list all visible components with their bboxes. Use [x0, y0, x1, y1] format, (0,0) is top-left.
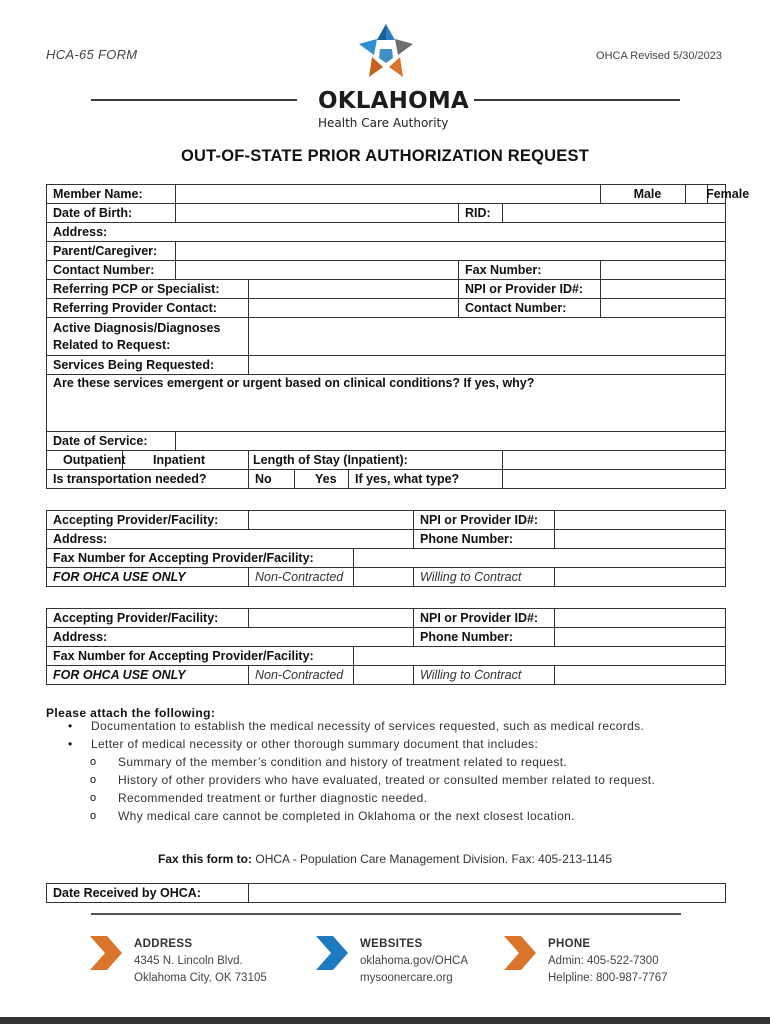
- provider-phone-label: Phone Number:: [414, 530, 555, 549]
- referring-npi-field[interactable]: [601, 280, 726, 299]
- accepting-provider-label: Accepting Provider/Facility:: [47, 609, 249, 628]
- provider-npi-label: NPI or Provider ID#:: [414, 511, 555, 530]
- provider-phone-label: Phone Number:: [414, 628, 555, 647]
- willing-to-contract-option[interactable]: Willing to Contract: [414, 666, 555, 685]
- footer-rule: [91, 913, 681, 915]
- male-label: Male: [628, 185, 686, 204]
- referring-contact-label: Referring Provider Contact:: [47, 299, 249, 318]
- transport-yes-option[interactable]: [295, 470, 349, 489]
- logo-wordmark: OKLAHOMA: [318, 88, 469, 114]
- provider-npi-field[interactable]: [555, 511, 726, 530]
- list-item: • Documentation to establish the medical necessity of services requested, such as medical records.: [46, 717, 655, 735]
- contact-number-field[interactable]: [176, 261, 459, 280]
- provider-table-2: [46, 608, 726, 685]
- willing-to-contract-field[interactable]: [555, 666, 726, 685]
- member-name-field[interactable]: [176, 185, 601, 204]
- dob-field[interactable]: [176, 204, 459, 223]
- accepting-provider-field[interactable]: [249, 511, 414, 530]
- list-item: o Why medical care cannot be completed in Oklahoma or the next closest location.: [46, 807, 655, 825]
- page-title: OUT-OF-STATE PRIOR AUTHORIZATION REQUEST: [181, 147, 589, 165]
- ohca-use-only: FOR OHCA USE ONLY: [47, 666, 249, 685]
- address-text: 4345 N. Lincoln Blvd. Oklahoma City, OK 73105: [134, 955, 267, 984]
- ohca-use-only: FOR OHCA USE ONLY: [47, 568, 249, 587]
- date-received-label: Date Received by OHCA:: [47, 884, 249, 903]
- outpatient-checkbox[interactable]: [47, 451, 126, 470]
- provider-npi-label: NPI or Provider ID#:: [414, 609, 555, 628]
- date-of-service-label: Date of Service:: [47, 432, 176, 451]
- willing-to-contract-field[interactable]: [555, 568, 726, 587]
- parent-label: Parent/Caregiver:: [47, 242, 176, 261]
- inpatient-label: Inpatient: [153, 452, 206, 467]
- referring-contact-number-field[interactable]: [601, 299, 726, 318]
- provider-address-label: Address:: [53, 629, 108, 644]
- fax-number-label: Fax Number:: [459, 261, 601, 280]
- address-row[interactable]: [47, 223, 726, 242]
- provider-table-1: [46, 510, 726, 587]
- form-id: HCA-65 FORM: [46, 47, 138, 62]
- accepting-provider-field[interactable]: [249, 609, 414, 628]
- fax-text: OHCA - Population Care Management Division. Fax: 405-213-1145: [255, 852, 612, 866]
- referring-pcp-label: Referring PCP or Specialist:: [47, 280, 249, 299]
- member-name-label: Member Name:: [47, 185, 176, 204]
- transport-yes-label: Yes: [315, 471, 337, 486]
- provider-phone-field[interactable]: [555, 628, 726, 647]
- list-item: o Recommended treatment or further diagnostic needed.: [46, 789, 655, 807]
- bottom-bar: [0, 1017, 770, 1024]
- provider-address-label: Address:: [53, 531, 108, 546]
- emergent-question: Are these services emergent or urgent based on clinical conditions? If yes, why?: [53, 376, 535, 390]
- provider-address-field[interactable]: [47, 628, 414, 647]
- male-checkbox[interactable]: [601, 185, 628, 204]
- provider-phone-field[interactable]: [555, 530, 726, 549]
- non-contracted-option[interactable]: Non-Contracted: [249, 568, 354, 587]
- provider-fax-field[interactable]: [354, 549, 726, 568]
- attach-list: [46, 717, 655, 825]
- non-contracted-checkbox[interactable]: [354, 568, 414, 587]
- list-item: • Letter of medical necessity or other thorough summary document that includes:: [46, 735, 655, 753]
- transport-label: Is transportation needed?: [47, 470, 249, 489]
- diagnosis-label: Active Diagnosis/Diagnoses Related to Request:: [47, 318, 249, 356]
- provider-fax-field[interactable]: [354, 647, 726, 666]
- length-of-stay-field[interactable]: [503, 451, 726, 470]
- provider-npi-field[interactable]: [555, 609, 726, 628]
- list-item: o Summary of the member’s condition and history of treatment related to request.: [46, 753, 655, 771]
- ohca-logo-icon: [355, 22, 417, 84]
- phone-heading: PHONE: [548, 938, 591, 950]
- logo-subtitle: Health Care Authority: [318, 116, 449, 130]
- services-label: Services Being Requested:: [47, 356, 249, 375]
- transport-type-field[interactable]: [503, 470, 726, 489]
- address-label: Address:: [53, 224, 108, 239]
- date-received-table: [46, 883, 726, 903]
- header-rule-right: [474, 99, 680, 101]
- female-checkbox[interactable]: [686, 185, 708, 204]
- revision-date: OHCA Revised 5/30/2023: [596, 50, 722, 62]
- referring-npi-label: NPI or Provider ID#:: [459, 280, 601, 299]
- provider-fax-label: Fax Number for Accepting Provider/Facility:: [47, 647, 354, 666]
- address-heading: ADDRESS: [134, 938, 193, 950]
- phone-chevron-icon: [504, 936, 536, 970]
- non-contracted-option[interactable]: Non-Contracted: [249, 666, 354, 685]
- list-item: o History of other providers who have evaluated, treated or consulted member related to request.: [46, 771, 655, 789]
- accepting-provider-label: Accepting Provider/Facility:: [47, 511, 249, 530]
- willing-to-contract-option[interactable]: Willing to Contract: [414, 568, 555, 587]
- fax-label: Fax this form to:: [158, 852, 253, 866]
- diagnosis-field[interactable]: [249, 318, 726, 356]
- websites-heading: WEBSITES: [360, 938, 423, 950]
- referring-contact-field[interactable]: [249, 299, 459, 318]
- provider-fax-label: Fax Number for Accepting Provider/Facility:: [47, 549, 354, 568]
- inpatient-checkbox[interactable]: [123, 451, 249, 470]
- website-link-soonercare[interactable]: mysoonercare.org: [360, 972, 453, 984]
- transport-no-label: No: [255, 471, 272, 486]
- member-request-table: [46, 184, 750, 489]
- header-rule-left: [91, 99, 297, 101]
- referring-contact-number-label: Contact Number:: [459, 299, 601, 318]
- female-label: Female: [708, 185, 726, 204]
- dob-label: Date of Birth:: [47, 204, 176, 223]
- websites-text: [360, 953, 468, 987]
- outpatient-label: Outpatient: [63, 452, 126, 467]
- attach-heading: Please attach the following:: [46, 706, 216, 720]
- provider-address-field[interactable]: [47, 530, 414, 549]
- emergent-field[interactable]: [47, 375, 726, 432]
- contact-number-label: Contact Number:: [47, 261, 176, 280]
- services-field[interactable]: [249, 356, 726, 375]
- websites-chevron-icon: [316, 936, 348, 970]
- date-received-field[interactable]: [249, 884, 726, 903]
- transport-no-option[interactable]: [249, 470, 295, 489]
- rid-label: RID:: [459, 204, 503, 223]
- length-of-stay-label: Length of Stay (Inpatient):: [249, 451, 503, 470]
- fax-number-field[interactable]: [601, 261, 726, 280]
- website-link-ohca[interactable]: oklahoma.gov/OHCA: [360, 955, 469, 967]
- transport-type-label: If yes, what type?: [349, 470, 503, 489]
- fax-instruction: [0, 852, 770, 866]
- date-of-service-field[interactable]: [176, 432, 726, 451]
- parent-field[interactable]: [176, 242, 726, 261]
- phone-text: Admin: 405-522-7300 Helpline: 800-987-7767: [548, 955, 668, 984]
- rid-field[interactable]: [503, 204, 726, 223]
- non-contracted-checkbox[interactable]: [354, 666, 414, 685]
- address-chevron-icon: [90, 936, 122, 970]
- referring-pcp-field[interactable]: [249, 280, 459, 299]
